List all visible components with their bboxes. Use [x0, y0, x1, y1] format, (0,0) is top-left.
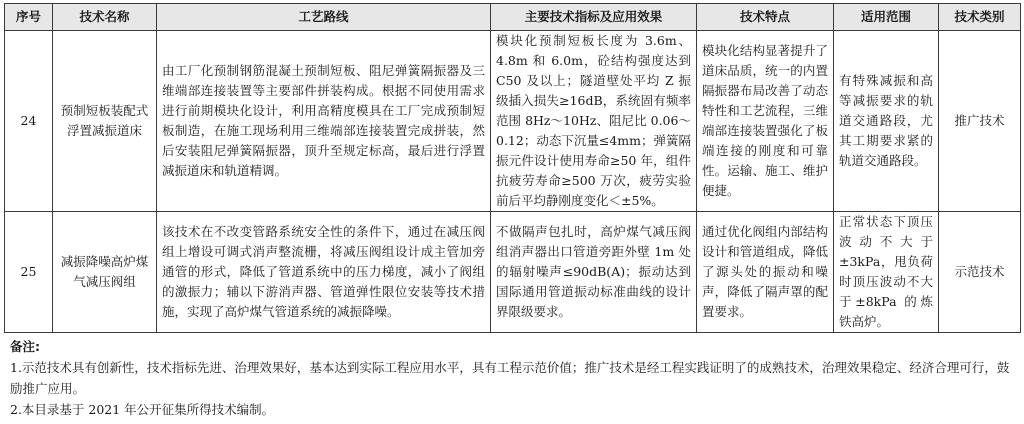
row-tech-name: 减振降噪高炉煤气减压阀组	[53, 212, 157, 333]
row-category: 推广技术	[939, 31, 1021, 212]
row-scope: 有特殊减振和高等减振要求的轨道交通路段，尤其工期要求紧的轨道交通路段。	[834, 31, 939, 212]
row-process-route: 由工厂化预制钢筋混凝土预制短板、阻尼弹簧隔振器及三维端部连接装置等主要部件拼装构成。根据不同使用需求进行前期模块化设计，利用高精度模具在工厂完成预制短板制造，在施工现场利用三维端部连接装置完成拼装，然后安装阻尼弹簧隔振器，顶升至规定标高，最后进行浮置减振道床和轨道精调。	[157, 31, 491, 212]
technology-catalog-table	[4, 3, 1021, 333]
row-indicators: 模块化预制短板长度为 3.6m、4.8m 和 6.0m，砼结构强度达到 C50 及以上；隧道壁处平均 Z 振级插入损失≥16dB，系统固有频率范围 8Hz～10Hz、阻尼比 0.06～0.12；动态下沉量≤4mm；弹簧隔振元件设计使用寿命≥50 年，组件抗疲劳寿命≥500 万次，疲劳实验前后平均静刚度变化＜±5%。	[491, 31, 697, 212]
notes-title: 备注:	[10, 339, 40, 354]
note-item: 2.本目录基于 2021 年公开征集所得技术编制。	[10, 402, 275, 417]
row-features: 模块化结构显著提升了道床品质，统一的内置隔振器布局改善了动态特性和工艺流程，三维端部连接装置强化了板端连接的刚度和可靠性。运输、施工、维护便捷。	[697, 31, 834, 212]
header-route: 工艺路线	[157, 4, 491, 31]
table-row	[5, 212, 1021, 333]
note-item: 1.示范技术具有创新性，技术指标先进、治理效果好，基本达到实际工程应用水平，具有工程示范价值；推广技术是经工程实践证明了的成熟技术，治理效果稳定、经济合理可行，鼓励推广应用。	[10, 360, 1010, 396]
header-features: 技术特点	[697, 4, 834, 31]
table-row	[5, 31, 1021, 212]
header-scope: 适用范围	[834, 4, 939, 31]
table-header-row	[5, 4, 1021, 31]
header-name: 技术名称	[53, 4, 157, 31]
header-indicators: 主要技术指标及应用效果	[491, 4, 697, 31]
row-features: 通过优化阀组内部结构设计和管道组成，降低了源头处的振动和噪声，降低了隔声罩的配置要求。	[697, 212, 834, 333]
row-index: 24	[5, 31, 53, 212]
header-category: 技术类别	[939, 4, 1021, 31]
notes-section	[10, 336, 1016, 420]
row-category: 示范技术	[939, 212, 1021, 333]
row-process-route: 该技术在不改变管路系统安全性的条件下，通过在减压阀组上增设可调式消声整流栅，将减压阀组设计成主管加旁通管的形式，降低了管道系统中的压力梯度，减小了阀组的激振力；辅以下游消声器、管道弹性限位安装等技术措施，实现了高炉煤气管道系统的减振降噪。	[157, 212, 491, 333]
header-index: 序号	[5, 4, 53, 31]
row-tech-name: 预制短板装配式浮置减振道床	[53, 31, 157, 212]
row-scope: 正常状态下顶压波动不大于±3kPa，甩负荷时顶压波动不大于±8kPa 的炼铁高炉。	[834, 212, 939, 333]
row-index: 25	[5, 212, 53, 333]
row-indicators: 不做隔声包扎时，高炉煤气减压阀组消声器出口管道旁距外壁 1m 处的辐射噪声≤90dB(A)；振动达到国际通用管道振动标准曲线的设计界限级要求。	[491, 212, 697, 333]
